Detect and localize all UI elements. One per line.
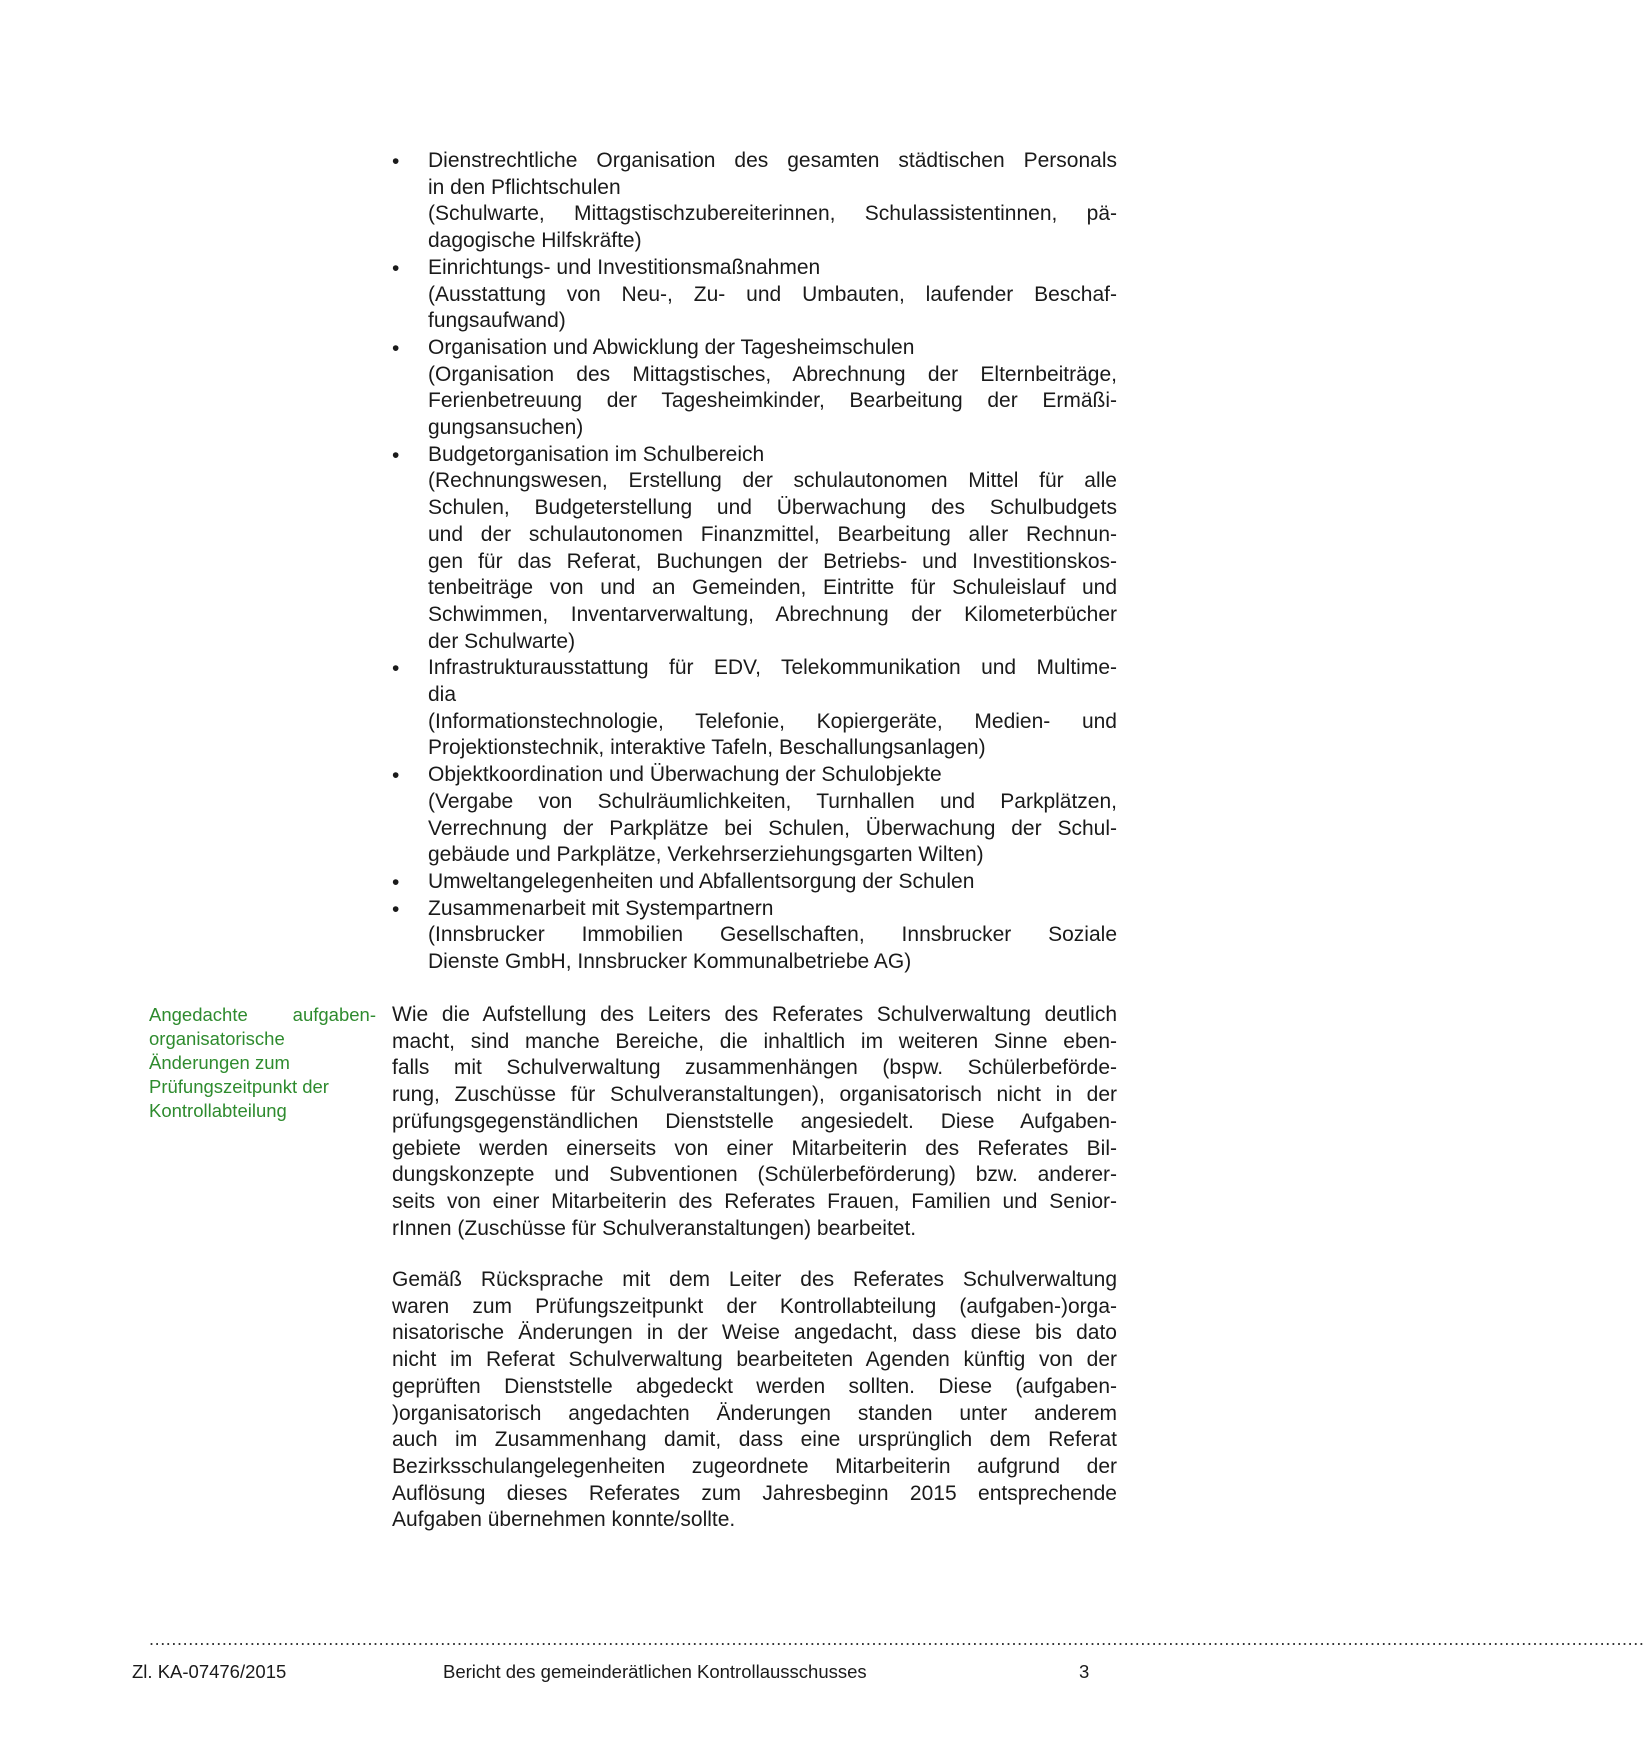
bullet-item — [392, 148, 1117, 255]
text-line: waren zum Prüfungszeitpunkt der Kontrollabteilung (aufgaben-)orga- — [392, 1294, 1117, 1318]
footer-separator: ........................................................................................................................................................................................................................................................................... — [149, 1629, 1644, 1649]
footer-title: Bericht des gemeinderätlichen Kontrollausschusses — [443, 1661, 867, 1682]
bullet-item — [392, 442, 1117, 656]
text-line: falls mit Schulverwaltung zusammenhängen (bspw. Schülerbeförde- — [392, 1056, 1117, 1080]
text-line: Schulen, Budgeterstellung und Überwachung des Schulbudgets — [428, 496, 1117, 520]
text-line: (Innsbrucker Immobilien Gesellschaften, Innsbrucker Soziale — [428, 923, 1117, 947]
text-line: (Schulwarte, Mittagstischzubereiterinnen, Schulassistentinnen, pä- — [428, 202, 1117, 226]
bullet-item — [392, 896, 1117, 976]
text-line: macht, sind manche Bereiche, die inhaltlich im weiteren Sinne eben- — [392, 1029, 1117, 1053]
text-line: Änderungen zum — [149, 1052, 290, 1073]
text-line: • Dienstrechtliche Organisation des gesamten städtischen Personals — [428, 149, 1117, 172]
text-line: dungskonzepte und Subventionen (Schülerbeförderung) bzw. anderer- — [392, 1163, 1117, 1187]
text-line: • Organisation und Abwicklung der Tagesheimschulen — [428, 335, 915, 359]
text-line: Schwimmen, Inventarverwaltung, Abrechnung der Kilometerbücher — [428, 602, 1117, 626]
text-line: gungsansuchen) — [428, 416, 584, 440]
text-line: • Infrastrukturausstattung für EDV, Telekommunikation und Multime- — [428, 656, 1117, 680]
text-line: Auflösung dieses Referates zum Jahresbeginn 2015 entsprechende — [392, 1481, 1117, 1505]
bullet-list — [392, 148, 1117, 976]
text-line: )organisatorisch angedachten Änderungen standen unter anderem — [392, 1401, 1117, 1425]
paragraph-1 — [392, 1002, 1117, 1242]
text-line: dia — [428, 683, 457, 707]
text-line: auch im Zusammenhang damit, dass eine ursprünglich dem Referat — [392, 1428, 1117, 1452]
text-line: Wie die Aufstellung des Leiters des Referates Schulverwaltung deutlich — [392, 1003, 1117, 1026]
text-line: Angedachte aufgaben- — [149, 1004, 376, 1025]
text-line: seits von einer Mitarbeiterin des Referates Frauen, Familien und Senior- — [392, 1189, 1117, 1213]
text-line: in den Pflichtschulen — [428, 175, 621, 199]
text-line: (Rechnungswesen, Erstellung der schulautonomen Mittel für alle — [428, 469, 1117, 493]
text-line: prüfungsgegenständlichen Dienststelle angesiedelt. Diese Aufgaben- — [392, 1109, 1117, 1133]
text-line: (Vergabe von Schulräumlichkeiten, Turnhallen und Parkplätzen, — [428, 789, 1117, 813]
page-number: 3 — [1079, 1661, 1090, 1682]
text-line: • Zusammenarbeit mit Systempartnern — [428, 896, 774, 920]
text-line: Bezirksschulangelegenheiten zugeordnete Mitarbeiterin aufgrund der — [392, 1454, 1117, 1478]
bullet-item — [392, 869, 1117, 896]
text-line: Projektionstechnik, interaktive Tafeln, Beschallungsanlagen) — [428, 736, 986, 760]
bullet-item — [392, 335, 1117, 442]
text-line: • Budgetorganisation im Schulbereich — [428, 442, 765, 466]
text-line: gebäude und Parkplätze, Verkehrserziehungsgarten Wilten) — [428, 843, 984, 867]
text-line: fungsaufwand) — [428, 309, 566, 333]
paragraph-2 — [392, 1267, 1117, 1534]
text-line: Ferienbetreuung der Tagesheimkinder, Bearbeitung der Ermäßi- — [428, 389, 1117, 413]
text-line: • Einrichtungs- und Investitionsmaßnahmen — [428, 255, 821, 279]
text-line: und der schulautonomen Finanzmittel, Bearbeitung aller Rechnun- — [428, 522, 1117, 546]
text-line: Gemäß Rücksprache mit dem Leiter des Referates Schulverwaltung — [392, 1268, 1117, 1291]
text-line: rInnen (Zuschüsse für Schulveranstaltungen) bearbeitet. — [392, 1216, 917, 1240]
text-line: gebiete werden einerseits von einer Mitarbeiterin des Referates Bil- — [392, 1136, 1117, 1160]
text-line: Kontrollabteilung — [149, 1100, 287, 1121]
text-line: rung, Zuschüsse für Schulveranstaltungen), organisatorisch nicht in der — [392, 1083, 1117, 1107]
text-line: geprüften Dienststelle abgedeckt werden sollten. Diese (aufgaben- — [392, 1374, 1117, 1398]
text-line: (Organisation des Mittagstisches, Abrechnung der Elternbeiträge, — [428, 362, 1117, 386]
bullet-item — [392, 762, 1117, 869]
text-line: (Informationstechnologie, Telefonie, Kopiergeräte, Medien- und — [428, 709, 1117, 733]
text-line: nisatorische Änderungen in der Weise angedacht, dass diese bis dato — [392, 1321, 1117, 1345]
text-line: gen für das Referat, Buchungen der Betriebs- und Investitionskos- — [428, 549, 1117, 573]
text-line: • Objektkoordination und Überwachung der Schulobjekte — [428, 763, 942, 787]
text-line: nicht im Referat Schulverwaltung bearbeiteten Agenden künftig von der — [392, 1348, 1117, 1372]
text-line: Aufgaben übernehmen konnte/sollte. — [392, 1508, 736, 1532]
text-line: Verrechnung der Parkplätze bei Schulen, Überwachung der Schul- — [428, 816, 1117, 840]
text-line: dagogische Hilfskräfte) — [428, 229, 642, 253]
text-line: (Ausstattung von Neu-, Zu- und Umbauten, laufender Beschaf- — [428, 282, 1117, 306]
text-line: tenbeiträge von und an Gemeinden, Eintritte für Schuleislauf und — [428, 576, 1117, 600]
text-line: • Umweltangelegenheiten und Abfallentsorgung der Schulen — [428, 869, 975, 893]
text-line: der Schulwarte) — [428, 629, 576, 653]
margin-note — [149, 1003, 376, 1123]
footer-reference: Zl. KA-07476/2015 — [132, 1661, 287, 1682]
bullet-item — [392, 655, 1117, 762]
bullet-item — [392, 255, 1117, 335]
text-line: Dienste GmbH, Innsbrucker Kommunalbetriebe AG) — [428, 950, 912, 974]
text-line: organisatorische — [149, 1028, 285, 1049]
text-line: Prüfungszeitpunkt der — [149, 1076, 329, 1097]
